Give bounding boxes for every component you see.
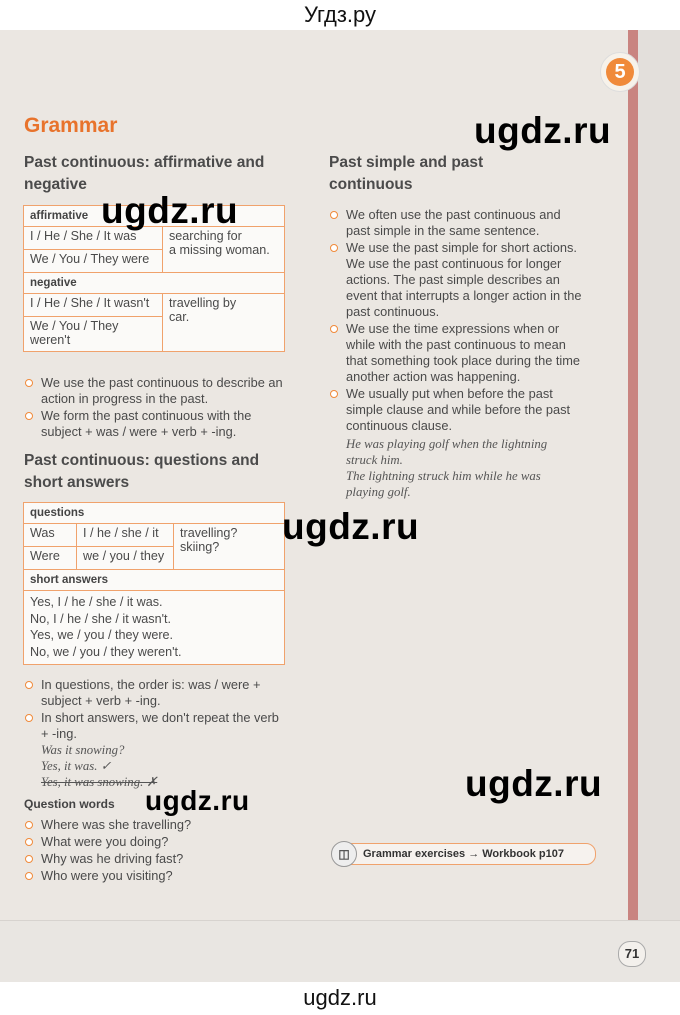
answer-line: Yes, I / he / she / it was.: [30, 595, 163, 609]
questions-table: [23, 502, 285, 665]
table-cell: I / He / She / It wasn't: [24, 294, 163, 317]
question-words-title: Question words: [24, 797, 115, 811]
heading-line: Past simple and past: [329, 154, 484, 171]
question-words-list: [24, 817, 299, 885]
site-footer: ugdz.ru: [0, 982, 680, 1015]
answer-line: No, I / he / she / it wasn't.: [30, 611, 171, 626]
negative-label: negative: [30, 277, 77, 289]
heading-line: continuous: [329, 176, 413, 193]
table-cell: I / He / She / It was: [24, 227, 163, 250]
watermark: ugdz.ru: [145, 785, 250, 816]
section-heading-past-simple: [329, 152, 483, 196]
watermark: ugdz.ru: [282, 506, 420, 547]
site-header: Угдз.ру: [0, 0, 680, 34]
list-item: We often use the past continuous and past simple in the same sentence.: [329, 207, 619, 239]
list-item: We use the time expressions when or while with the past continuous to mean that something took place during the time another action was happening.: [329, 321, 619, 385]
cell-line: a missing woman.: [169, 243, 270, 257]
example-question: Was it snowing?: [41, 743, 125, 757]
section-heading-questions: [24, 450, 259, 494]
watermark: ugdz.ru: [465, 763, 603, 804]
list-item: Where was she travelling?: [24, 817, 299, 833]
short-answers-cell: [24, 591, 285, 665]
heading-line: short answers: [24, 474, 130, 491]
workbook-link-label: Grammar exercises → Workbook p107: [363, 848, 564, 860]
page-number: 71: [618, 941, 646, 967]
table-cell: We / You / They were: [24, 250, 163, 273]
cell-line: car.: [169, 310, 190, 324]
list-item: We form the past continuous with the subject + was / were + verb + -ing.: [24, 408, 299, 440]
questions-notes: [24, 677, 299, 791]
short-answers-label: short answers: [30, 574, 108, 586]
example-line: playing golf.: [346, 485, 411, 499]
heading-line: negative: [24, 176, 87, 193]
list-item: We use the past continuous to describe an action in progress in the past.: [24, 375, 299, 407]
answer-line: Yes, we / you / they were.: [30, 628, 174, 642]
list-item: Why was he driving fast?: [24, 851, 299, 867]
heading-line: Past continuous: affirmative and: [24, 154, 265, 171]
example-line: struck him.: [346, 453, 403, 467]
heading-line: Past continuous: questions and: [24, 452, 260, 469]
example-line: He was playing golf when the lightning: [346, 437, 548, 451]
table-cell: we / you / they: [77, 547, 174, 570]
list-item: Who were you visiting?: [24, 868, 299, 884]
cell-line: skiing?: [180, 540, 220, 554]
book-edge-outer: [638, 30, 680, 955]
book-edge: [628, 30, 638, 955]
workbook-link[interactable]: [332, 843, 596, 865]
list-item: In short answers, we don't repeat the verb + -ing. Was it snowing? Yes, it was. ✓ Yes, it was snowing. ✗: [24, 710, 299, 790]
past-simple-notes: [329, 207, 619, 501]
list-item: In questions, the order is: was / were + subject + verb + -ing.: [24, 677, 299, 709]
table-cell-verb: [163, 227, 285, 273]
page-bottom-edge: [0, 920, 680, 987]
cell-line: searching for: [169, 229, 242, 243]
table-cell-verb: [163, 294, 285, 352]
unit-number: 5: [606, 58, 634, 86]
grammar-title: Grammar: [24, 114, 118, 137]
cell-line: We / You / They: [30, 319, 119, 333]
table-cell-verb: [174, 524, 285, 570]
table-cell: Was: [24, 524, 77, 547]
list-item: What were you doing?: [24, 834, 299, 850]
table-cell: [24, 317, 163, 352]
list-item: We use the past simple for short actions. We use the past continuous for longer actions. The past simple describes an event that interrupts a longer action in the past continuous.: [329, 240, 619, 320]
cell-line: travelling by: [169, 296, 237, 310]
example-line: The lightning struck him while he was: [346, 469, 541, 483]
questions-label: questions: [30, 507, 85, 519]
watermark: ugdz.ru: [474, 110, 612, 151]
answer-line: No, we / you / they weren't.: [30, 644, 182, 659]
affirmative-notes: [24, 375, 299, 441]
watermark: ugdz.ru: [101, 190, 239, 231]
affirmative-label: affirmative: [30, 210, 89, 222]
book-icon: ◫: [331, 841, 357, 867]
cell-line: travelling?: [180, 526, 238, 540]
example-incorrect: Yes, it was snowing. ✗: [41, 775, 158, 789]
cell-line: weren't: [30, 333, 71, 347]
table-cell: Were: [24, 547, 77, 570]
list-item: We usually put when before the past simple clause and while before the past continuous clause. He was playing golf when the lightning struck him. The lightning struck him while he was playing golf.: [329, 386, 619, 500]
table-cell: I / he / she / it: [77, 524, 174, 547]
example-correct: Yes, it was. ✓: [41, 759, 112, 773]
unit-badge: [600, 52, 640, 92]
